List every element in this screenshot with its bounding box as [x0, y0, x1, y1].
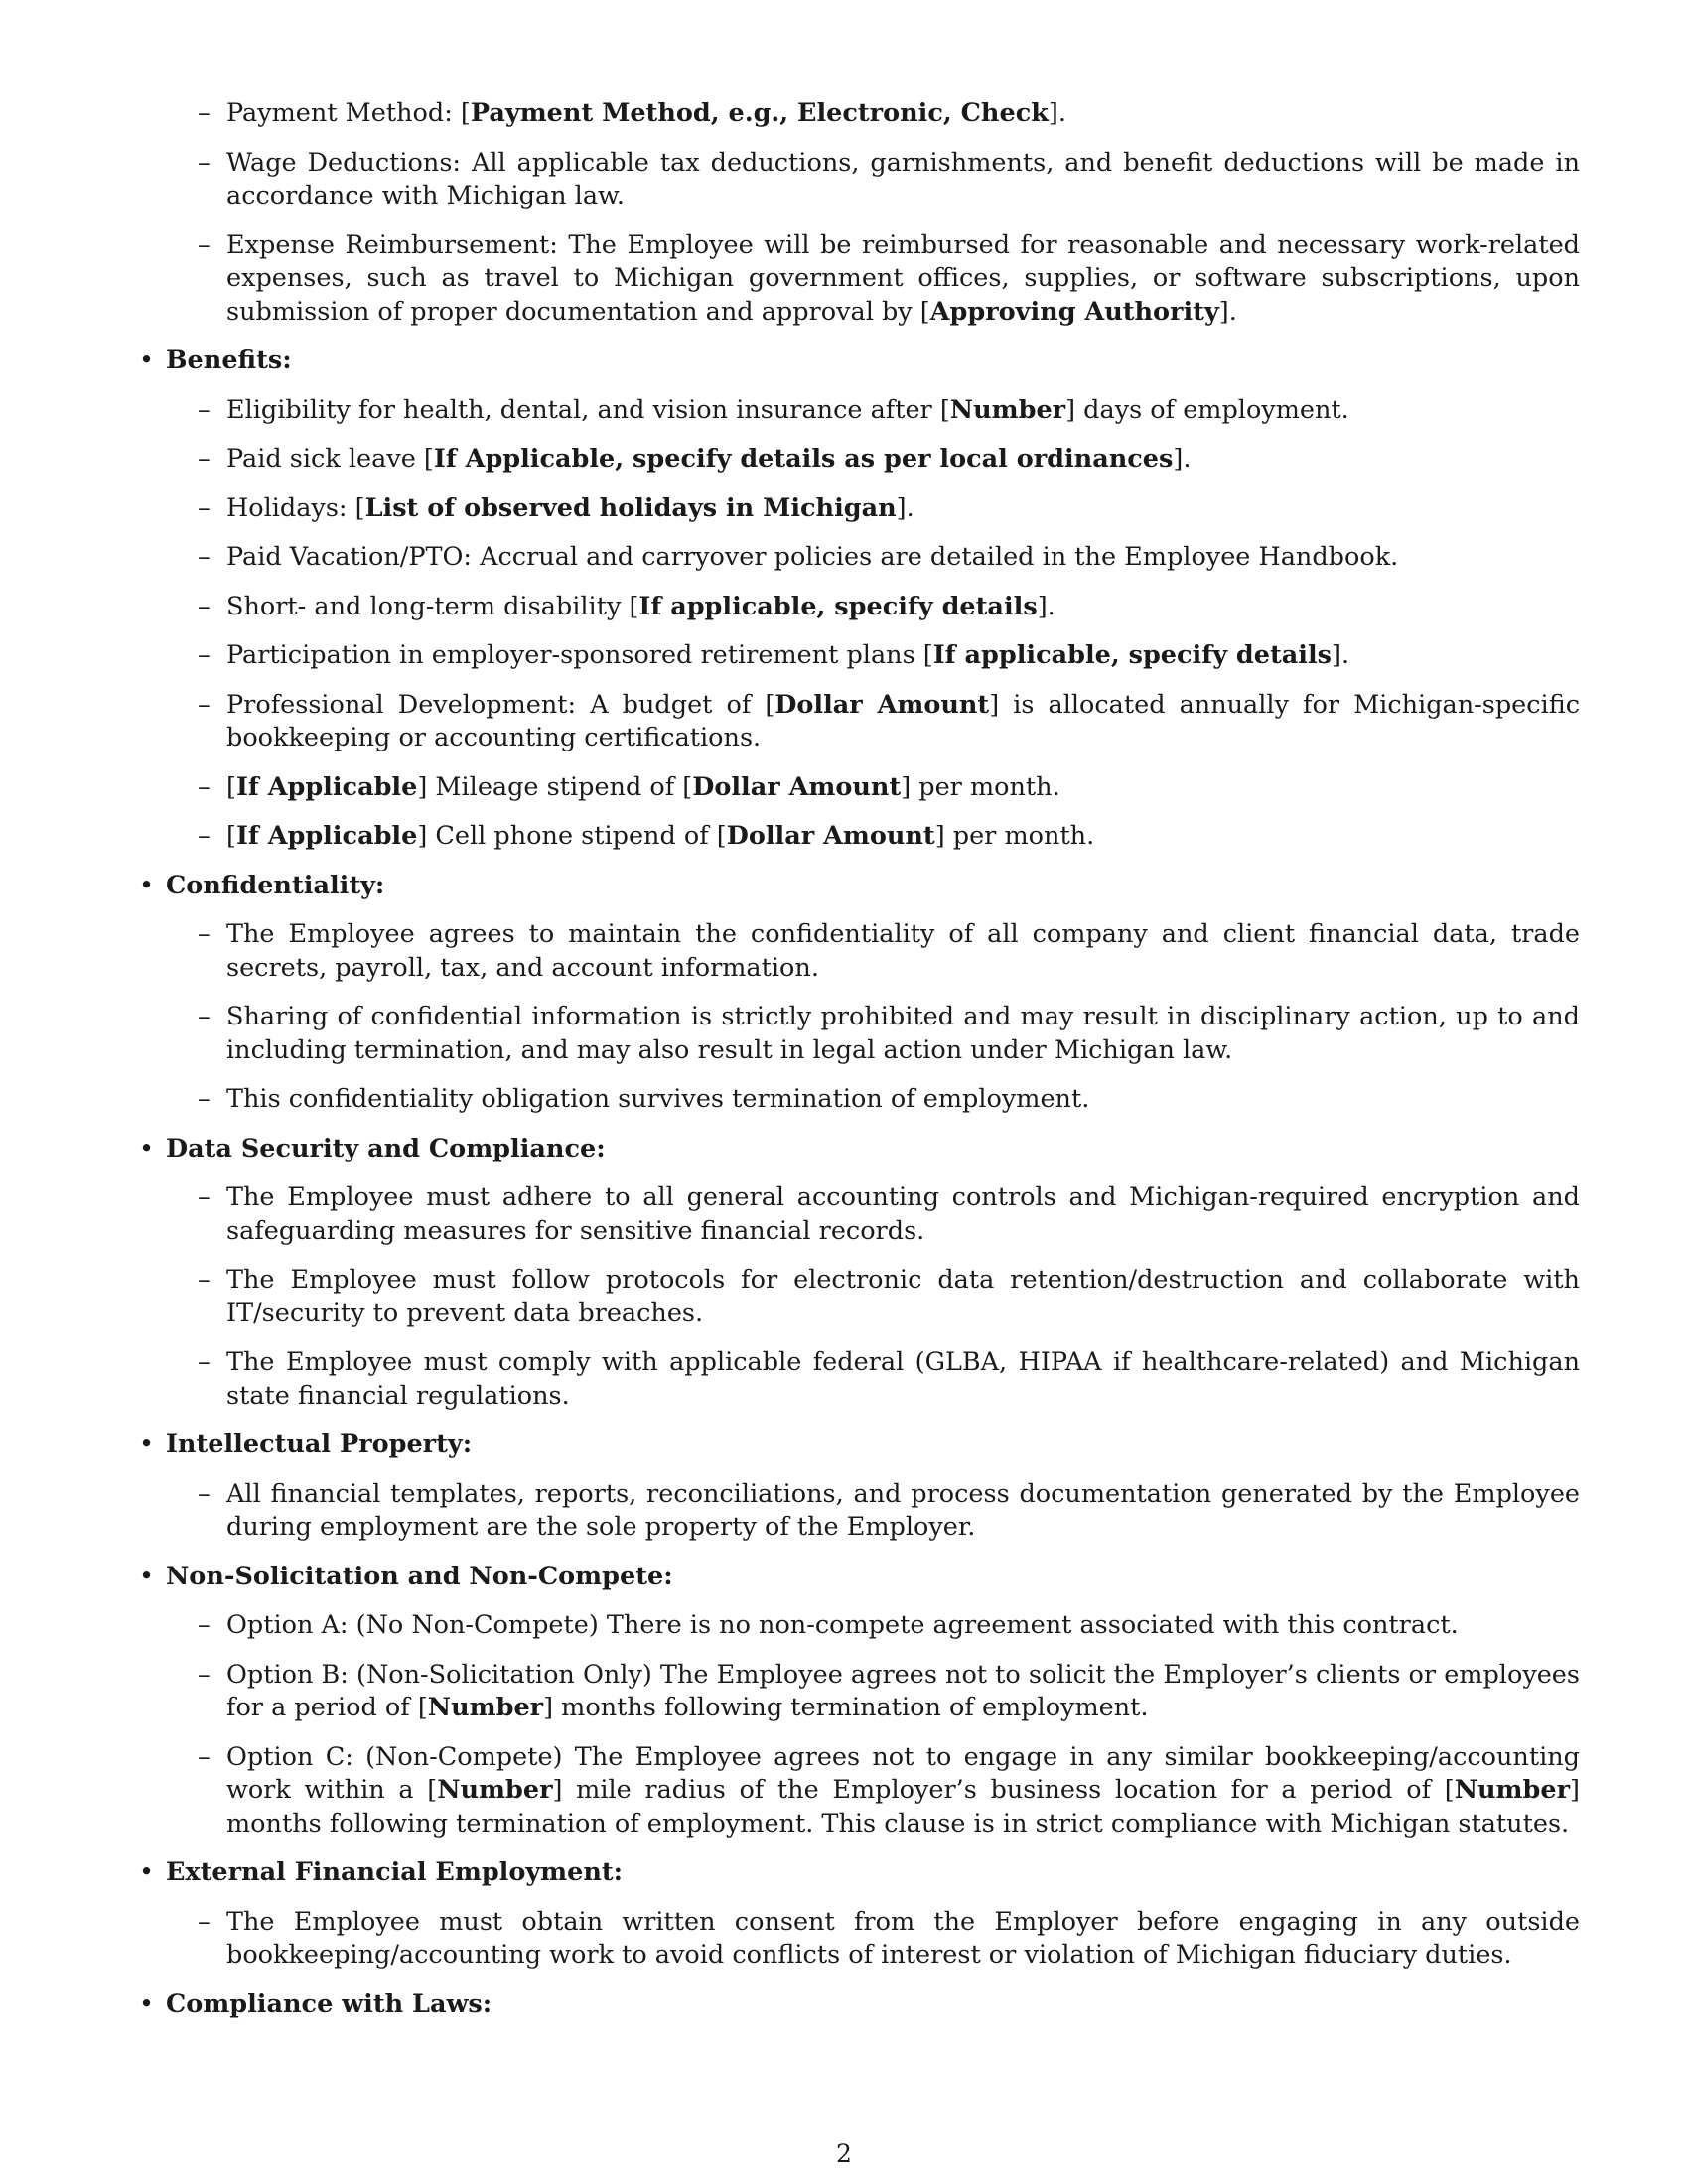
placeholder-text: Number	[437, 1775, 553, 1805]
external-employment-consent	[166, 1906, 1580, 1973]
body-text: ] mile radius of the Employer’s business location for a period of [	[552, 1775, 1455, 1805]
dash-marker: –	[198, 1084, 211, 1114]
placeholder-text: Approving Authority	[929, 296, 1219, 327]
confidentiality-heading	[139, 870, 1580, 903]
bullet-marker: •	[139, 345, 155, 375]
bullet-marker: •	[139, 1133, 155, 1163]
placeholder-text: Number	[949, 394, 1066, 425]
dash-marker: –	[198, 591, 211, 621]
body-text: Option A: (No Non-Compete) There is no non-compete agreement associated with this contract.	[226, 1610, 1459, 1640]
section-heading-text: External Financial Employment:	[166, 1857, 624, 1887]
page-number: 2	[836, 2139, 852, 2168]
body-text: Paid Vacation/PTO: Accrual and carryover policies are detailed in the Employee Handbook.	[226, 542, 1399, 572]
benefits-heading	[139, 344, 1580, 378]
data-security-controls	[166, 1181, 1580, 1248]
body-text: Participation in employer-sponsored retirement plans [	[226, 640, 933, 670]
option-b	[166, 1659, 1580, 1725]
body-text: ].	[1332, 640, 1350, 670]
confidentiality-sharing	[166, 1001, 1580, 1067]
body-text: ].	[1048, 98, 1066, 128]
benefit-mileage	[166, 771, 1580, 805]
body-text: ] days of employment.	[1065, 394, 1349, 425]
dash-marker: –	[198, 689, 211, 720]
body-text: Wage Deductions: All applicable tax deductions, garnishments, and benefit deductions will be made in accordance with Michigan law.	[226, 147, 1580, 210]
dash-marker: –	[198, 1265, 211, 1295]
dash-marker: –	[198, 444, 211, 474]
compliance-laws-heading	[139, 1988, 1580, 2022]
section-heading-text: Intellectual Property:	[166, 1430, 473, 1459]
dash-marker: –	[198, 1002, 211, 1031]
placeholder-text: Dollar Amount	[726, 821, 935, 851]
body-text: The Employee agrees to maintain the confidentiality of all company and client financial data, trade secrets, payroll, tax, and account information.	[226, 919, 1580, 983]
dash-marker: –	[198, 1659, 211, 1690]
benefit-professional-development	[166, 689, 1580, 755]
body-text: ].	[1037, 591, 1055, 621]
bullet-marker: •	[139, 1857, 155, 1887]
body-text: ] is allocated annually for Michigan-specific bookkeeping or accounting certifications.	[226, 689, 1580, 752]
body-text: Short- and long-term disability [	[226, 591, 639, 621]
body-text: The Employee must adhere to all general accounting controls and Michigan-required encryption and safeguarding measures for sensitive financial records.	[226, 1182, 1580, 1246]
dash-marker: –	[198, 492, 211, 523]
placeholder-text: Number	[1454, 1775, 1571, 1805]
body-text: The Employee must comply with applicable federal (GLBA, HIPAA if healthcare-related) and Michigan state financial regulations.	[226, 1347, 1580, 1411]
confidentiality-survives	[166, 1083, 1580, 1117]
body-text: ] months following termination of employment. This clause is in strict compliance with Michigan statutes.	[226, 1775, 1580, 1839]
dash-marker: –	[198, 640, 211, 670]
external-employment-heading	[139, 1856, 1580, 1890]
benefit-retirement	[166, 639, 1580, 673]
bullet-marker: •	[139, 1988, 155, 2019]
benefit-holidays	[166, 492, 1580, 526]
section-heading-text: Compliance with Laws:	[166, 1988, 492, 2019]
placeholder-text: If Applicable	[235, 771, 418, 802]
section-heading-text: Data Security and Compliance:	[166, 1133, 606, 1163]
intellectual-property-heading	[139, 1429, 1580, 1462]
data-security-regulations	[166, 1346, 1580, 1413]
body-text: All financial templates, reports, reconciliations, and process documentation generated by the Employee during employment are the sole property of the Employer.	[226, 1478, 1580, 1542]
placeholder-text: If applicable, specify details	[638, 591, 1038, 621]
dash-marker: –	[198, 919, 211, 949]
body-text: Option C: (Non-Compete) The Employee agrees not to engage in any similar bookkeeping/accounting work within a [	[226, 1741, 1580, 1805]
placeholder-text: Dollar Amount	[774, 689, 990, 720]
body-text: Paid sick leave [	[226, 444, 434, 474]
dash-marker: –	[198, 147, 211, 178]
dash-marker: –	[198, 1347, 211, 1377]
dash-marker: –	[198, 394, 211, 425]
body-text: [	[226, 771, 236, 802]
body-text: ].	[1218, 296, 1237, 327]
body-text: Sharing of confidential information is strictly prohibited and may result in disciplinary action, up to and including termination, and may also result in legal action under Michigan law.	[226, 1002, 1580, 1065]
bullet-marker: •	[139, 1561, 155, 1591]
wage-deductions	[166, 147, 1580, 213]
benefit-disability	[166, 591, 1580, 624]
bullet-marker: •	[139, 1430, 155, 1459]
expense-reimbursement	[166, 229, 1580, 330]
dash-marker: –	[198, 542, 211, 572]
body-text: ] per month.	[901, 771, 1060, 802]
body-text: This confidentiality obligation survives termination of employment.	[226, 1084, 1090, 1114]
body-text: [	[226, 821, 236, 851]
data-security-heading	[139, 1133, 1580, 1166]
dash-marker: –	[198, 1182, 211, 1212]
document-body	[139, 97, 1580, 2037]
payment-method	[166, 97, 1580, 131]
placeholder-text: Payment Method, e.g., Electronic, Check	[470, 98, 1049, 128]
placeholder-text: Number	[427, 1693, 544, 1722]
body-text: The Employee must obtain written consent from the Employer before engaging in any outside bookkeeping/accounting work to avoid conflicts of interest or violation of Michigan fiduciary duties.	[226, 1906, 1580, 1970]
placeholder-text: Dollar Amount	[692, 771, 902, 802]
option-c	[166, 1741, 1580, 1842]
body-text: Option B: (Non-Solicitation Only) The Employee agrees not to solicit the Employer’s clients or employees for a period of [	[226, 1659, 1580, 1722]
placeholder-text: If Applicable, specify details as per local ordinances	[433, 444, 1174, 474]
body-text: ] Cell phone stipend of [	[417, 821, 727, 851]
body-text: Holidays: [	[226, 492, 365, 523]
benefit-sick-leave	[166, 443, 1580, 477]
body-text: Payment Method: [	[226, 98, 471, 128]
body-text: ] months following termination of employment.	[543, 1693, 1149, 1722]
dash-marker: –	[198, 229, 211, 260]
dash-marker: –	[198, 1478, 211, 1509]
body-text: The Employee must follow protocols for electronic data retention/destruction and collaborate with IT/security to prevent data breaches.	[226, 1265, 1580, 1328]
dash-marker: –	[198, 1741, 211, 1772]
placeholder-text: If Applicable	[235, 821, 418, 851]
section-heading-text: Benefits:	[166, 345, 292, 375]
dash-marker: –	[198, 1610, 211, 1640]
benefit-pto	[166, 541, 1580, 575]
bullet-marker: •	[139, 870, 155, 900]
dash-marker: –	[198, 821, 211, 851]
dash-marker: –	[198, 771, 211, 802]
placeholder-text: List of observed holidays in Michigan	[364, 492, 897, 523]
dash-marker: –	[198, 98, 211, 128]
body-text: Professional Development: A budget of [	[226, 689, 775, 720]
body-text: Expense Reimbursement: The Employee will be reimbursed for reasonable and necessary work-related expenses, such as travel to Michigan government offices, supplies, or software subscriptions, upon submission of proper documentation and approval by [	[226, 229, 1580, 327]
confidentiality-maintain	[166, 918, 1580, 985]
body-text: ].	[1173, 444, 1192, 474]
benefit-insurance	[166, 394, 1580, 428]
body-text: ].	[896, 492, 914, 523]
placeholder-text: If applicable, specify details	[932, 640, 1332, 670]
body-text: Eligibility for health, dental, and vision insurance after [	[226, 394, 950, 425]
dash-marker: –	[198, 1906, 211, 1937]
intellectual-property-ownership	[166, 1478, 1580, 1545]
body-text: ] Mileage stipend of [	[417, 771, 693, 802]
option-a	[166, 1609, 1580, 1643]
data-security-protocols	[166, 1264, 1580, 1330]
body-text: ] per month.	[934, 821, 1095, 851]
non-solicitation-heading	[139, 1561, 1580, 1594]
section-heading-text: Non-Solicitation and Non-Compete:	[166, 1561, 673, 1591]
section-heading-text: Confidentiality:	[166, 870, 385, 900]
benefit-cell-phone	[166, 820, 1580, 854]
